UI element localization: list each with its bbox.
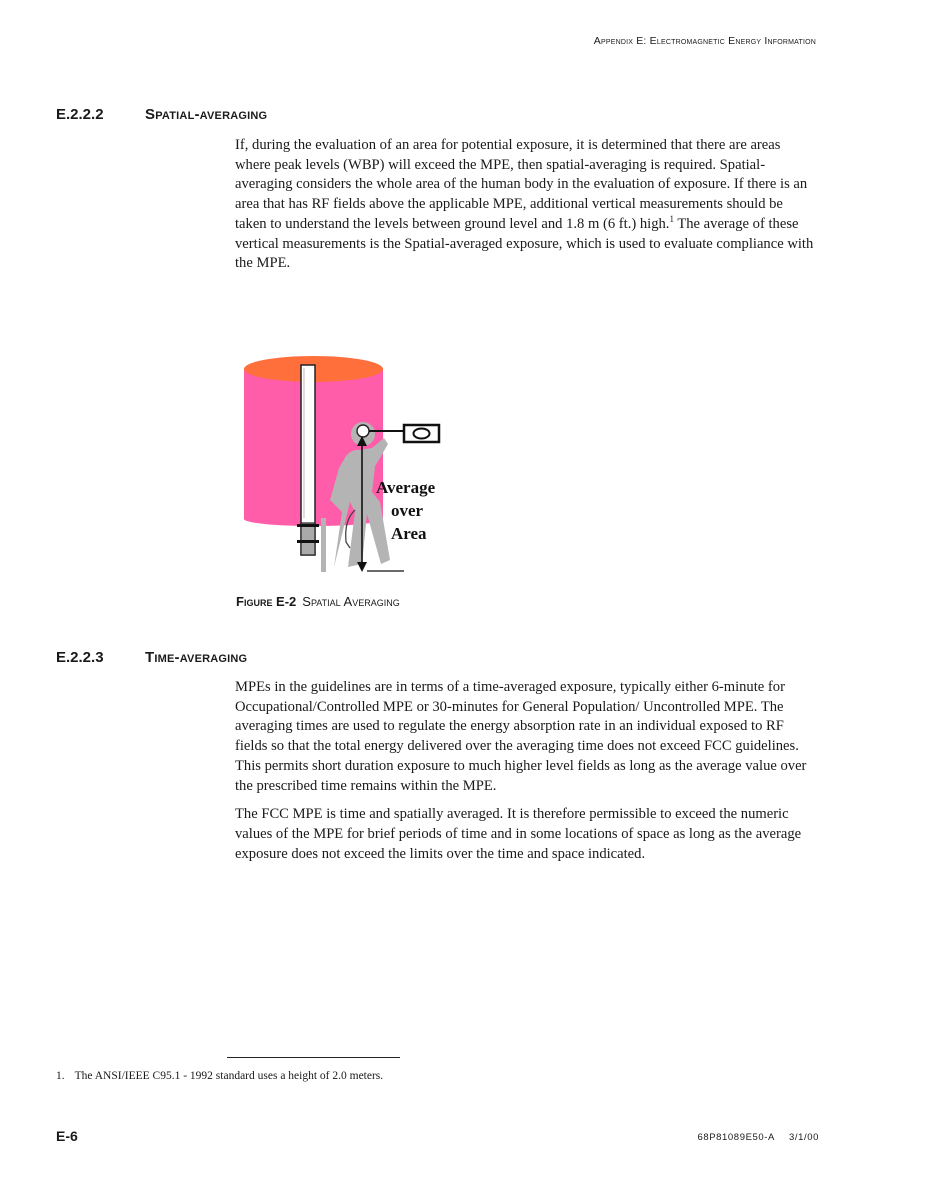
running-header: Appendix E: Electromagnetic Energy Information bbox=[593, 35, 816, 47]
footnote bbox=[56, 1070, 383, 1082]
paragraph: MPEs in the guidelines are in terms of a time-averaged exposure, typically either 6-minute for Occupational/Controlled MPE or 30-minutes for General Population/ Uncontrolled MPE. The averaging times are used to regulate the energy absorption rate in an individual exposed to RF fields so that the total energy delivered over the averaging time does not exceed FCC guidelines. This permits short duration exposure to much higher level fields as long as the average value over the prescribed time remains within the MPE. bbox=[235, 679, 807, 794]
section-body bbox=[235, 136, 815, 283]
paragraph: The FCC MPE is time and spatially averaged. It is therefore permissible to exceed the numeric values of the MPE for brief periods of time and in some locations of space as long as the average exposure does not exceed the limits over the time and space indicated. bbox=[235, 806, 802, 862]
figure-label-line: Average bbox=[376, 478, 436, 497]
figure-label-line: over bbox=[391, 501, 424, 520]
document-number: 68P81089E50-A bbox=[697, 1132, 775, 1143]
section-number: E.2.2.2 bbox=[56, 106, 104, 123]
footnote-mark: 1. bbox=[56, 1070, 65, 1082]
paragraph-text: The average of these vertical measurements is the Spatial-averaged exposure, which is used to evaluate compliance with the MPE. bbox=[235, 215, 814, 272]
footnote-divider bbox=[227, 1057, 400, 1058]
caption-number: Figure E-2 bbox=[236, 594, 297, 609]
section-title: Spatial-averaging bbox=[145, 106, 268, 123]
figure-caption bbox=[236, 594, 400, 609]
footnote-text: The ANSI/IEEE C95.1 - 1992 standard uses a height of 2.0 meters. bbox=[74, 1070, 384, 1082]
section-number: E.2.2.3 bbox=[56, 649, 104, 666]
meter-dial bbox=[414, 429, 430, 439]
figure-illustration bbox=[238, 352, 468, 580]
spatial-averaging-figure bbox=[238, 352, 468, 580]
section-title: Time-averaging bbox=[145, 649, 248, 666]
paragraph bbox=[235, 136, 815, 274]
caption-title: Spatial Averaging bbox=[302, 594, 400, 609]
figure-label-line: Area bbox=[391, 524, 427, 543]
paragraph-text: If, during the evaluation of an area for potential exposure, it is determined that there are areas where peak levels (WBP) will exceed the MPE, then spatial-averaging is required. Spatial-averaging considers the whole area of the human body in the evaluation of exposure. If there is an area that has RF fields above the applicable MPE, additional vertical measurements should be taken to understand the levels between ground level and 1.8 m (6 ft.) high. bbox=[235, 137, 808, 232]
document-id bbox=[697, 1132, 819, 1143]
document-date: 3/1/00 bbox=[788, 1132, 819, 1143]
section-body bbox=[235, 678, 815, 873]
page-number: E-6 bbox=[56, 1128, 78, 1144]
measurement-probe-pole bbox=[297, 365, 319, 555]
footnote-reference: 1 bbox=[669, 213, 674, 224]
